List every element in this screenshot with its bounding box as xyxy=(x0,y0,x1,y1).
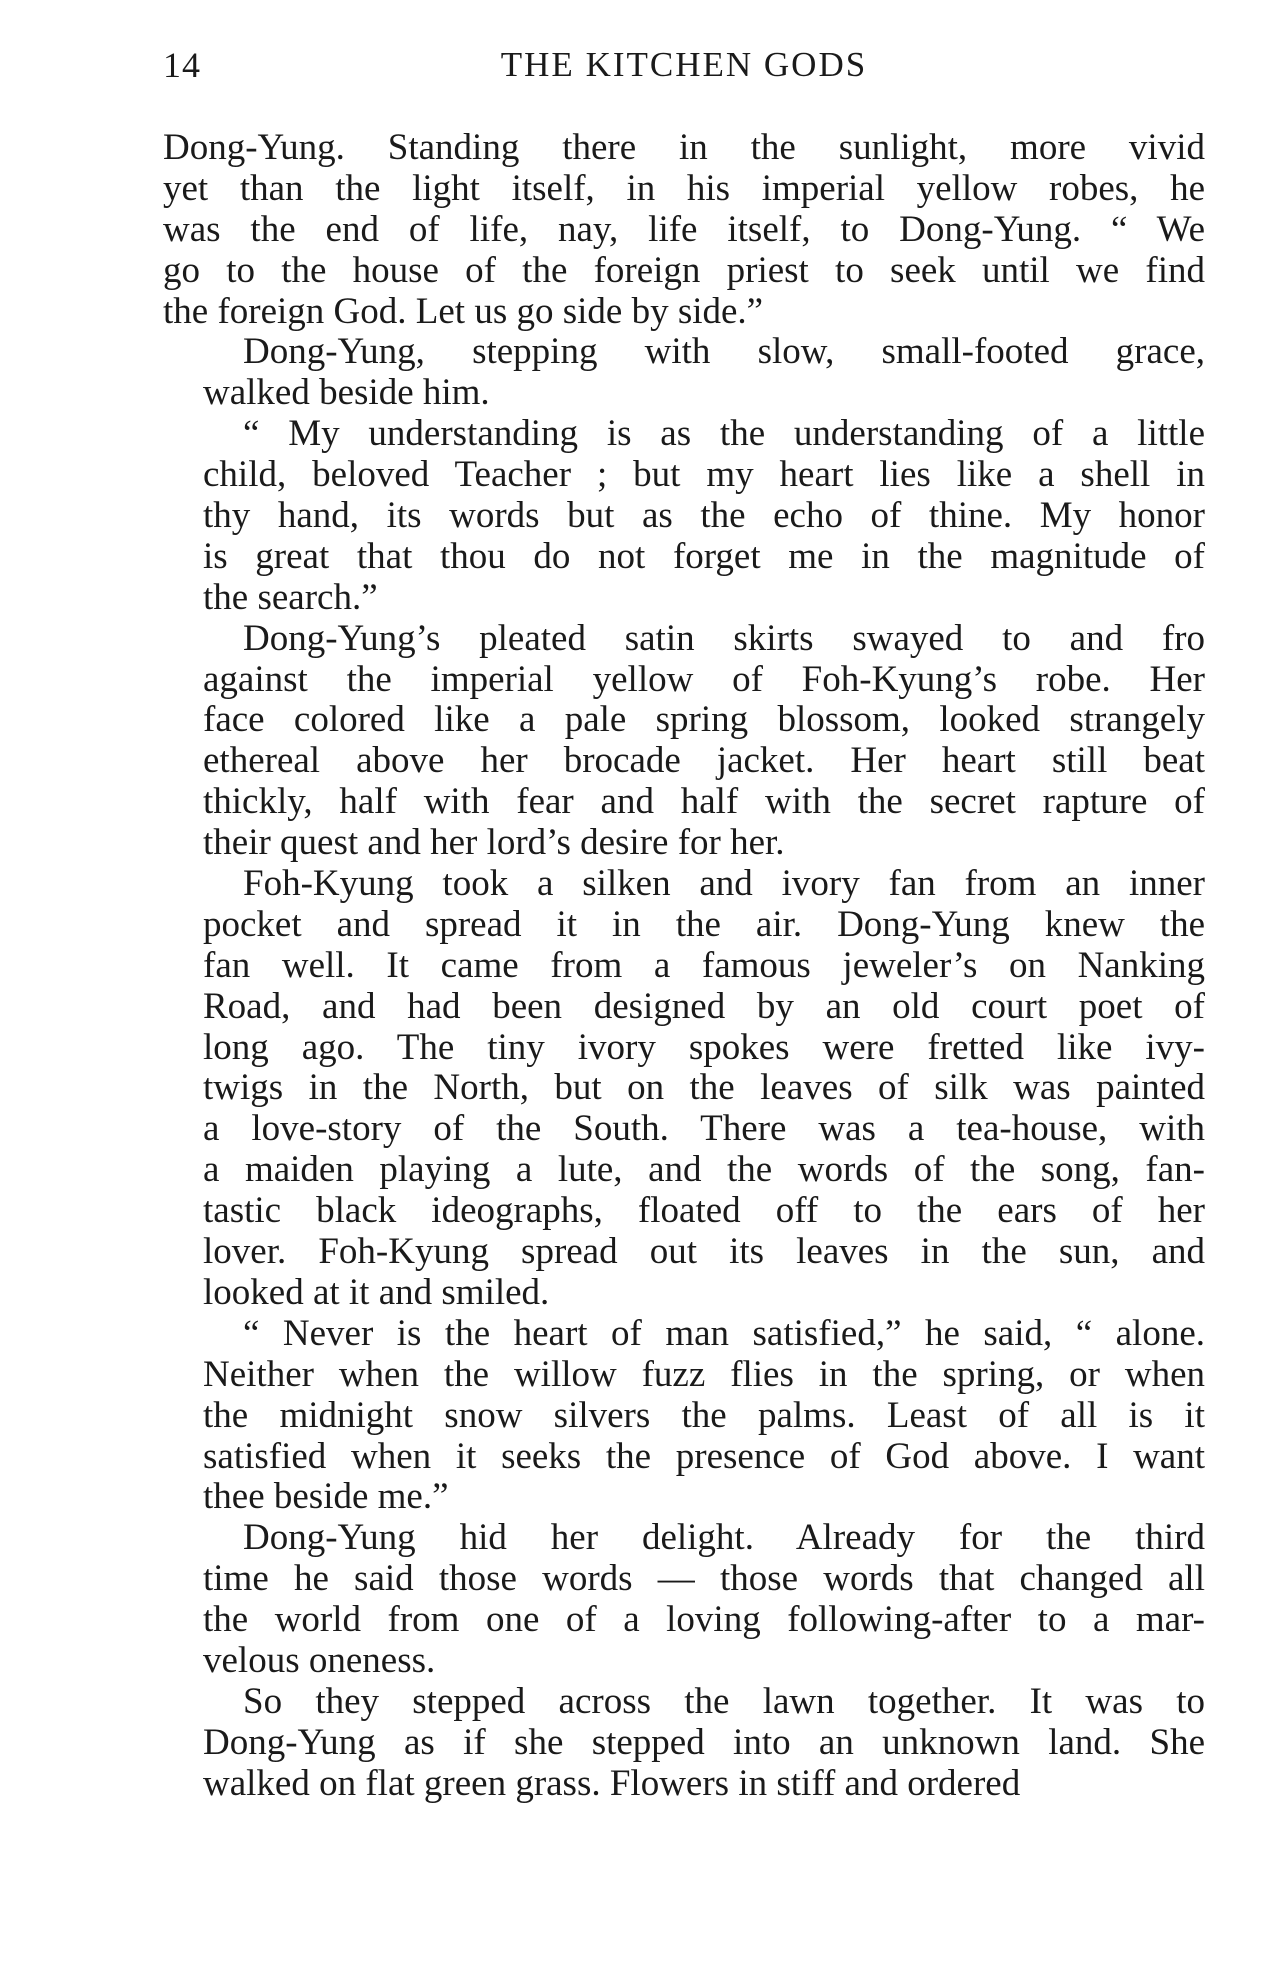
text-line: is great that thou do not forget me in the magnitude of xyxy=(203,536,1205,577)
text-line: Dong-Yung. Standing there in the sunlight, more vivid xyxy=(163,128,1205,168)
text-line: walked beside him. xyxy=(203,373,490,414)
text-line: their quest and her lord’s desire for her. xyxy=(203,823,785,864)
paragraph xyxy=(163,1314,1205,1518)
body-text xyxy=(163,128,1205,1805)
text-line: So they stepped across the lawn together. It was to xyxy=(243,1681,1205,1722)
text-line: a love-story of the South. There was a tea-house, with xyxy=(203,1109,1205,1150)
text-line: Neither when the willow fuzz flies in the spring, or when xyxy=(203,1354,1205,1395)
paragraph xyxy=(163,332,1205,414)
text-line: face colored like a pale spring blossom, looked strangely xyxy=(203,700,1205,741)
text-line: tastic black ideographs, floated off to the ears of her xyxy=(203,1191,1205,1232)
paragraph xyxy=(163,1682,1205,1805)
text-line: lover. Foh-Kyung spread out its leaves in the sun, and xyxy=(203,1232,1205,1273)
text-line: satisfied when it seeks the presence of God above. I want xyxy=(203,1436,1205,1477)
paragraph xyxy=(163,619,1205,864)
paragraph xyxy=(163,414,1205,618)
text-line: velous oneness. xyxy=(203,1640,436,1681)
text-line: walked on flat green grass. Flowers in stiff and ordered xyxy=(203,1763,1021,1804)
text-line: long ago. The tiny ivory spokes were fretted like ivy- xyxy=(203,1027,1205,1068)
text-line: the foreign God. Let us go side by side.” xyxy=(163,291,764,332)
text-line: thickly, half with fear and half with the secret rapture of xyxy=(203,782,1205,823)
text-line: Dong-Yung, stepping with slow, small-footed grace, xyxy=(243,332,1205,373)
text-line: time he said those words — those words that changed all xyxy=(203,1559,1205,1600)
text-line: go to the house of the foreign priest to seek until we find xyxy=(163,250,1205,291)
text-line: the world from one of a loving following-after to a mar- xyxy=(203,1600,1205,1641)
paragraph xyxy=(163,864,1205,1314)
paragraph xyxy=(163,1518,1205,1682)
text-line: fan well. It came from a famous jeweler’s on Nanking xyxy=(203,945,1205,986)
text-line: Dong-Yung’s pleated satin skirts swayed to and fro xyxy=(243,618,1205,659)
text-line: thee beside me.” xyxy=(203,1477,449,1518)
text-line: the midnight snow silvers the palms. Least of all is it xyxy=(203,1395,1205,1436)
text-line: was the end of life, nay, life itself, to Dong-Yung. “ We xyxy=(163,209,1205,250)
text-line: yet than the light itself, in his imperial yellow robes, he xyxy=(163,168,1205,209)
text-line: “ My understanding is as the understanding of a little xyxy=(243,414,1205,455)
text-line: Foh-Kyung took a silken and ivory fan from an inner xyxy=(243,864,1205,905)
text-line: Dong-Yung hid her delight. Already for the third xyxy=(243,1518,1205,1559)
text-line: Road, and had been designed by an old court poet of xyxy=(203,986,1205,1027)
paragraph xyxy=(163,128,1205,332)
text-line: child, beloved Teacher ; but my heart lies like a shell in xyxy=(203,455,1205,496)
text-line: a maiden playing a lute, and the words of the song, fan- xyxy=(203,1150,1205,1191)
running-title: THE KITCHEN GODS xyxy=(500,45,868,84)
text-line: pocket and spread it in the air. Dong-Yung knew the xyxy=(203,904,1205,945)
text-line: looked at it and smiled. xyxy=(203,1272,550,1313)
text-line: the search.” xyxy=(203,577,378,618)
text-line: thy hand, its words but as the echo of thine. My honor xyxy=(203,496,1205,537)
text-line: “ Never is the heart of man satisfied,” he said, “ alone. xyxy=(243,1313,1205,1354)
text-line: ethereal above her brocade jacket. Her heart still beat xyxy=(203,741,1205,782)
text-line: Dong-Yung as if she stepped into an unknown land. She xyxy=(203,1722,1205,1763)
text-line: twigs in the North, but on the leaves of silk was painted xyxy=(203,1068,1205,1109)
text-line: against the imperial yellow of Foh-Kyung’s robe. Her xyxy=(203,659,1205,700)
running-head xyxy=(163,40,1205,90)
page-number: 14 xyxy=(163,45,201,85)
